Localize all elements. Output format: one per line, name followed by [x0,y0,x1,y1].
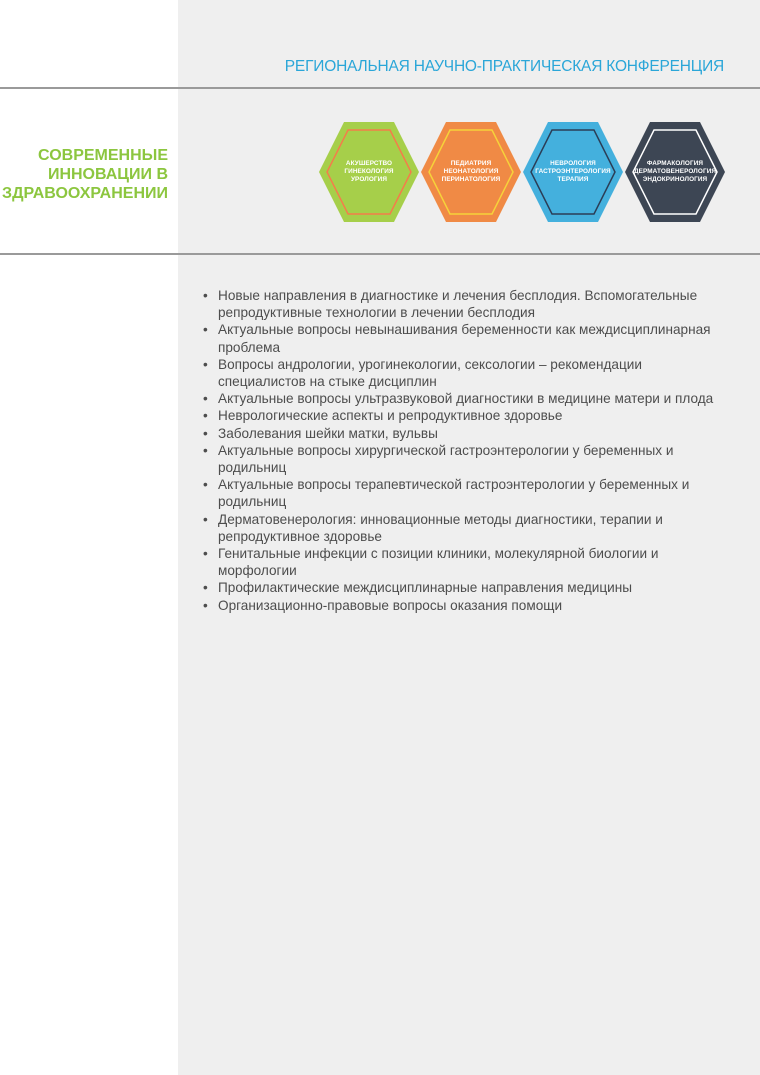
conference-title: РЕГИОНАЛЬНАЯ НАУЧНО-ПРАКТИЧЕСКАЯ КОНФЕРЕНЦИЯ [284,58,724,75]
hexagon-label-line: ПЕРИНАТОЛОГИЯ [441,176,501,184]
hexagon-label-line: НЕОНАТОЛОГИЯ [443,167,499,175]
headline-line: ИННОВАЦИИ В [47,166,168,183]
topic-item: • Актуальные вопросы невынашивания беременности как междисциплинарная проблема [200,321,720,355]
topics-list [200,287,720,614]
headline-line: СОВРЕМЕННЫЕ [38,147,168,164]
hexagon-label-line: НЕВРОЛОГИЯ [550,159,596,167]
bottom-divider [0,253,760,255]
topic-item: • Актуальные вопросы хирургической гастроэнтерологии у беременных и родильниц [200,442,720,476]
hexagon-neurology [522,121,624,223]
hexagon-label [633,149,717,195]
hexagon-label-line: ЭНДОКРИНОЛОГИЯ [642,176,708,184]
hexagon-label-line: ДЕРМАТОВЕНЕРОЛОГИЯ [633,167,717,175]
headline-line: ЗДРАВООХРАНЕНИИ [2,185,168,202]
topic-item: • Дерматовенерология: инновационные методы диагностики, терапии и репродуктивное здоровье [200,511,720,545]
topic-item: • Новые направления в диагностике и лечения бесплодия. Вспомогательные репродуктивные технологии в лечении бесплодия [200,287,720,321]
hexagon-pediatrics [420,121,522,223]
topic-item: • Неврологические аспекты и репродуктивное здоровье [200,407,720,424]
hexagon-label [536,149,610,195]
hexagon-pharmacology [624,121,726,223]
topic-item: • Актуальные вопросы ультразвуковой диагностики в медицине матери и плода [200,390,720,407]
topic-item: • Заболевания шейки матки, вульвы [200,425,720,442]
hexagon-label-line: ПЕДИАТРИЯ [450,159,492,167]
top-divider [0,87,760,89]
hexagon-label-line: ТЕРАПИЯ [557,176,589,184]
hexagon-obstetrics [318,121,420,223]
hexagon-label [434,149,508,195]
topic-item: • Профилактические междисциплинарные направления медицины [200,579,720,596]
topic-item: • Вопросы андрологии, урогинекологии, сексологии – рекомендации специалистов на стыке дисциплин [200,356,720,390]
headline [0,146,168,203]
hexagon-label-line: УРОЛОГИЯ [350,176,388,184]
hexagon-label-line: ФАРМАКОЛОГИЯ [646,159,704,167]
hexagon-label-line: ГАСТРОЭНТЕРОЛОГИЯ [535,167,611,175]
topic-item: • Организационно-правовые вопросы оказания помощи [200,597,720,614]
hexagon-label [332,149,406,195]
specialty-hexagons [318,121,728,223]
topic-item: • Генитальные инфекции с позиции клиники, молекулярной биологии и морфологии [200,545,720,579]
hexagon-label-line: АКУШЕРСТВО [345,159,393,167]
hexagon-label-line: ГИНЕКОЛОГИЯ [344,167,394,175]
topic-item: • Актуальные вопросы терапевтической гастроэнтерологии у беременных и родильниц [200,476,720,510]
